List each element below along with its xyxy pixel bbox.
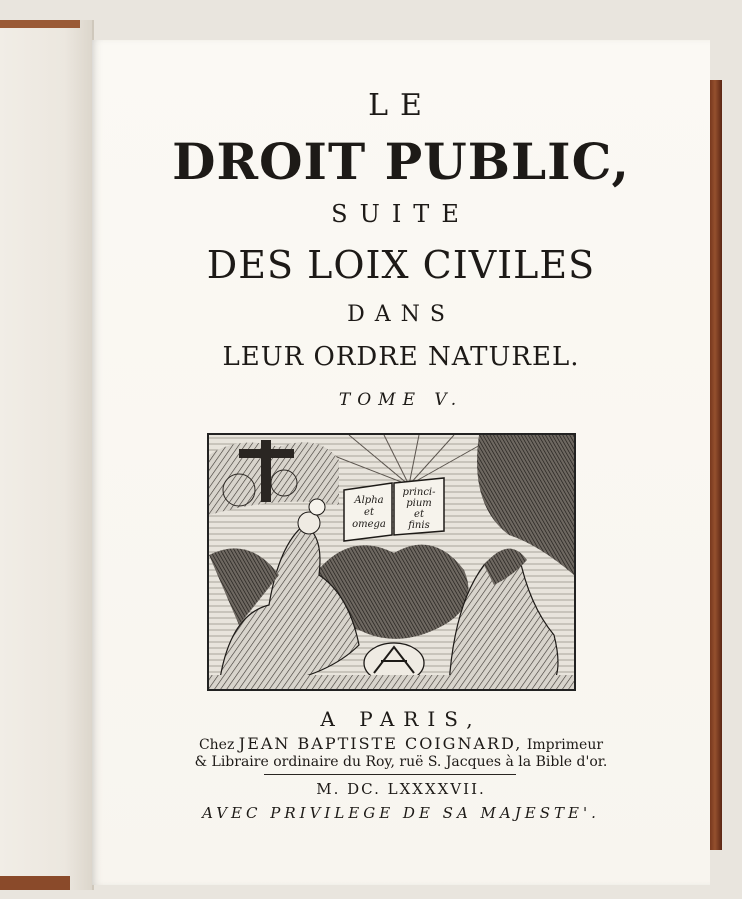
book-text-pium: pium [406,498,432,509]
imprint-chez: Chez [198,737,235,753]
engraved-vignette [207,433,576,691]
title-line-dans: DANS [347,302,455,327]
title-line-suite: SUITE [331,200,471,228]
radiant-host-icon [309,499,325,515]
imprint-place: A PARIS, [320,707,482,731]
open-book-icon [344,478,444,541]
book-text-omega: omega [352,519,386,530]
title-line-le: LE [368,88,434,123]
book-text-et-right: et [414,509,424,520]
imprint-printer-name: JEAN BAPTISTE COIGNARD, [238,734,523,753]
imprint-libraire-line: & Libraire ordinaire du Roy, ruë S. Jacques à la Bible d'or. [194,754,608,770]
book-spine-edge [708,80,722,850]
cherub-right-icon [271,470,297,496]
imprint-printer-line [92,734,710,753]
title-line-droit-public: DROIT PUBLIC, [172,132,630,191]
title-page [92,40,710,885]
imprint-date: M. DC. LXXXXVII. [316,780,486,798]
title-line-loix-civiles: DES LOIX CIVILES [206,243,596,287]
volume-label: TOME V. [338,390,464,410]
book-text-et-left: et [364,507,374,518]
book-text-princi: princi- [402,487,436,498]
book-text-finis: finis [408,520,430,531]
imprint-imprimeur: Imprimeur [526,737,604,753]
title-line-ordre-naturel: LEUR ORDRE NATUREL. [222,342,580,372]
cherub-left-icon [223,474,255,506]
imprint-divider [264,774,516,775]
book-text-alpha: Alpha [354,495,384,506]
book-binding-left [0,20,94,890]
imprint-privilege: AVEC PRIVILEGE DE SA MAJESTE'. [202,804,600,822]
